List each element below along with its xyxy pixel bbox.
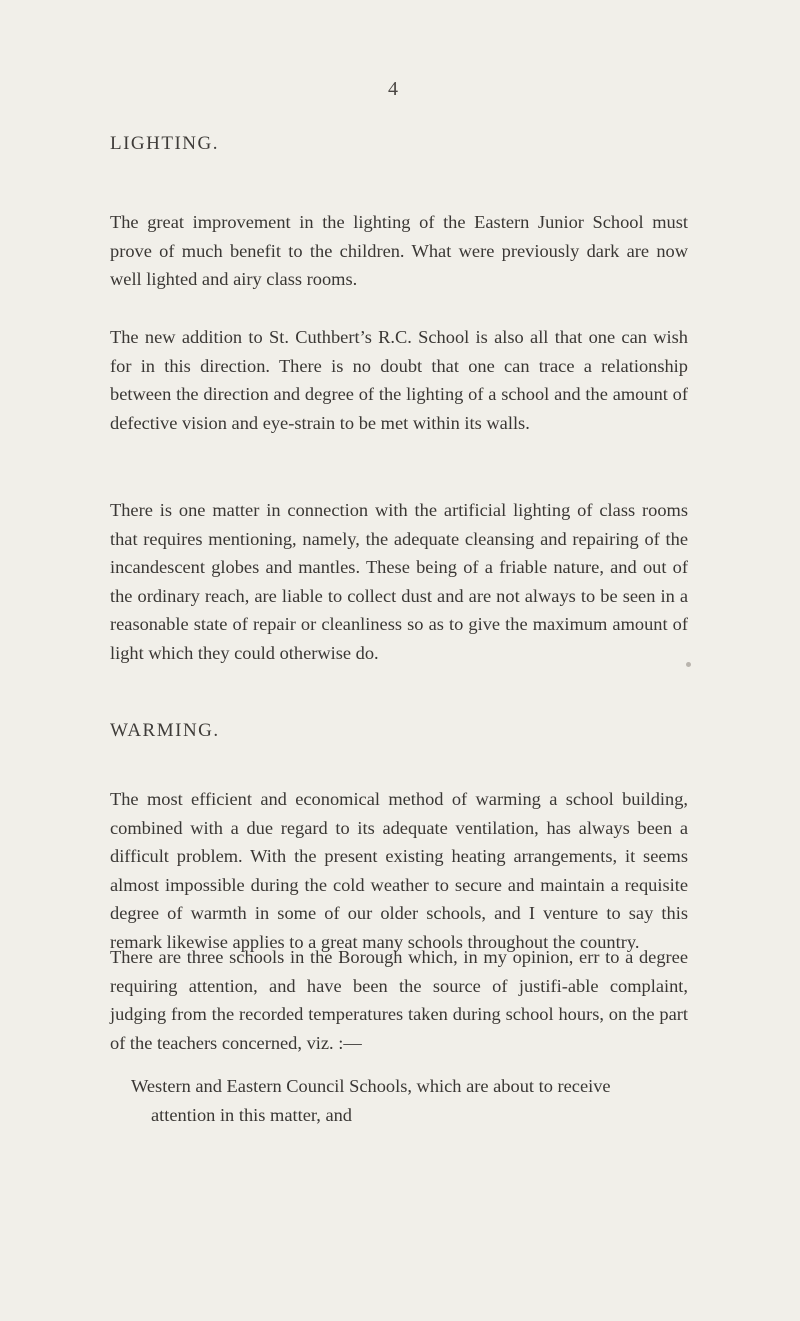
lighting-paragraph-3: There is one matter in connection with the artificial lighting of class rooms that requires mentioning, namely, the adequate cleansing and repairing of the incandescent globes and mantles. These being of a friable nature, and out of the ordinary reach, are liable to collect dust and are not always to be seen in a reasonable state of repair or cleanliness so as to give the maximum amount of light which they could otherwise do. xyxy=(110,500,688,663)
lighting-paragraph-2: The new addition to St. Cuthbert’s R.C. School is also all that one can wish for in this direction. There is no doubt that one can trace a relationship between the direction and degree of the lighting of a school and the amount of defective vision and eye-strain to be met within its walls. xyxy=(110,327,688,433)
section-heading-lighting: LIGHTING. xyxy=(110,133,220,154)
warming-paragraph-2: There are three schools in the Borough which, in my opinion, err to a degree requiring attention, and have been the source of justifi-able complaint, judging from the recorded temperatures taken during school hours, on the part of the teachers concerned, viz. :— xyxy=(110,947,688,1053)
warming-paragraph-1: The most efficient and economical method of warming a school building, combined with a due regard to its adequate ventilation, has always been a difficult problem. With the present existing heating arrangements, it seems almost impossible during the cold weather to secure and maintain a requisite degree of warmth in some of our older schools, and I venture to say this remark likewise applies to a great many schools throughout the country. xyxy=(110,789,688,952)
lighting-paragraph-1: The great improvement in the lighting of the Eastern Junior School must prove of much benefit to the children. What were previously dark are now well lighted and airy class rooms. xyxy=(110,212,688,289)
list-item-first-line: Western and Eastern Council Schools, which are about to receive xyxy=(131,1076,611,1096)
section-heading-warming: WARMING. xyxy=(110,720,220,741)
page-number: 4 xyxy=(388,78,399,100)
list-item-continuation: attention in this matter, and xyxy=(151,1104,353,1125)
warming-list-item xyxy=(131,1072,688,1129)
paper-speck xyxy=(686,662,691,667)
